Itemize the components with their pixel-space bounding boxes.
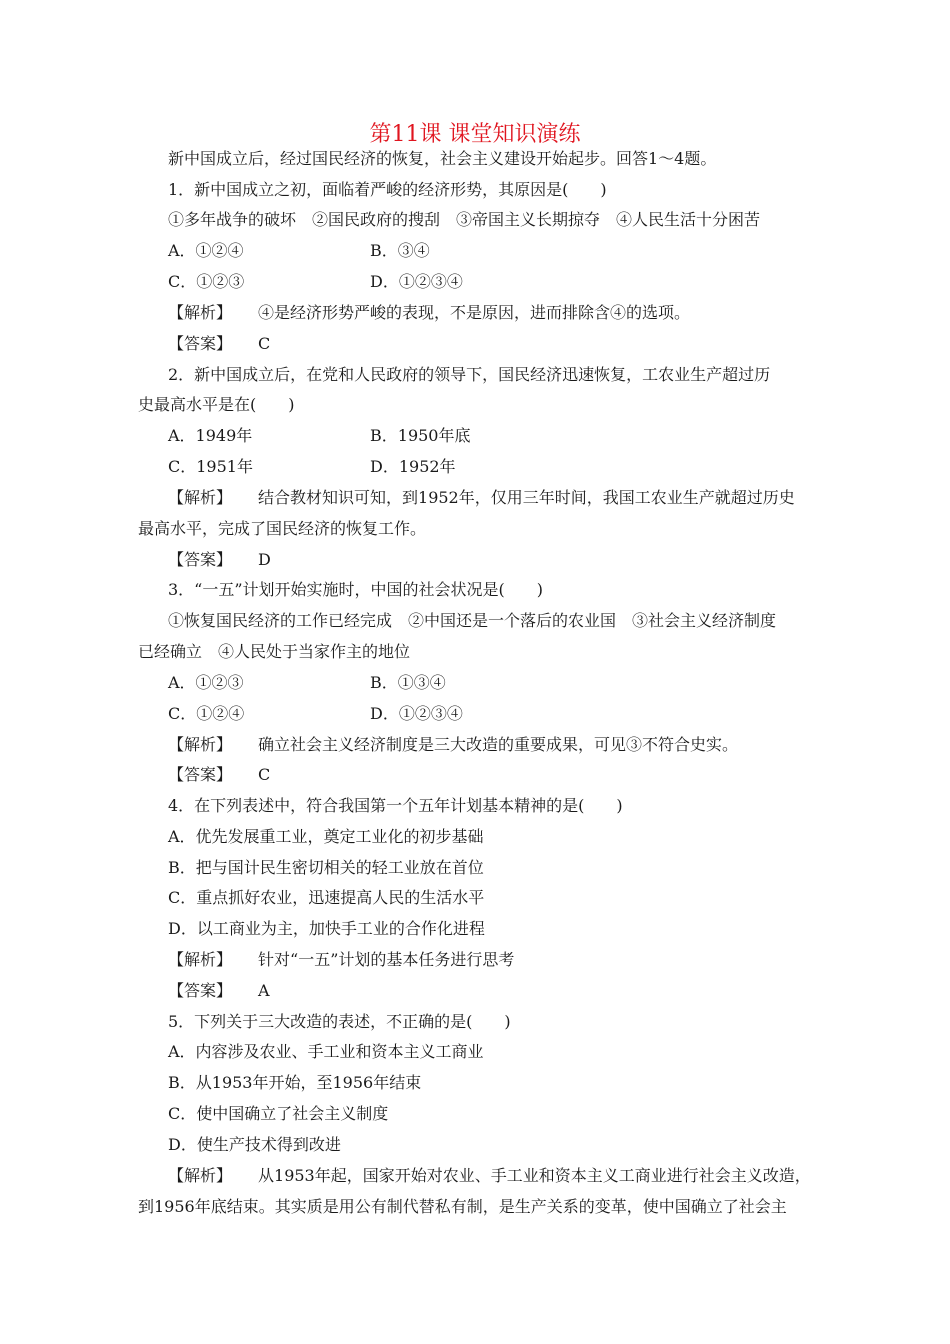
q5-analysis-text-2: 到1956年底结束。其实质是用公有制代替私有制，是生产关系的变革，使中国确立了社会主 — [138, 1197, 787, 1216]
q5-analysis — [168, 1165, 811, 1187]
q3-option-d: D．①②③④ — [370, 704, 463, 723]
analysis-label: 【解析】 — [168, 735, 233, 754]
analysis-label: 【解析】 — [168, 950, 233, 969]
q2-analysis — [168, 487, 795, 509]
q1-answer-value: C — [258, 334, 271, 353]
q3-analysis — [168, 734, 738, 756]
q5-stem: 5．下列关于三大改造的表述，不正确的是( ) — [168, 1012, 511, 1031]
q2-stem-line1: 2．新中国成立后，在党和人民政府的领导下，国民经济迅速恢复，工农业生产超过历 — [168, 365, 771, 384]
analysis-label: 【解析】 — [168, 1166, 233, 1185]
q2-analysis-text-2: 最高水平，完成了国民经济的恢复工作。 — [138, 519, 427, 538]
q3-option-a: A．①②③ — [168, 673, 244, 692]
q4-answer — [168, 980, 270, 1002]
q3-items-line2: 已经确立 ④人民处于当家作主的地位 — [138, 642, 411, 661]
analysis-label: 【解析】 — [168, 488, 233, 507]
q3-answer — [168, 764, 270, 786]
q3-answer-value: C — [258, 765, 271, 784]
q1-answer — [168, 333, 270, 355]
q5-option-c: C．使中国确立了社会主义制度 — [168, 1104, 389, 1123]
q4-option-c: C．重点抓好农业，迅速提高人民的生活水平 — [168, 888, 485, 907]
q3-analysis-text: 确立社会主义经济制度是三大改造的重要成果，可见③不符合史实。 — [258, 735, 739, 754]
q3-items-line1: ①恢复国民经济的工作已经完成 ②中国还是一个落后的农业国 ③社会主义经济制度 — [168, 611, 777, 630]
q4-option-a: A．优先发展重工业，奠定工业化的初步基础 — [168, 827, 484, 846]
q5-analysis-text-1: 从1953年起，国家开始对农业、手工业和资本主义工商业进行社会主义改造， — [258, 1166, 811, 1185]
q2-analysis-text-1: 结合教材知识可知，到1952年，仅用三年时间，我国工农业生产就超过历史 — [258, 488, 795, 507]
q4-option-b: B．把与国计民生密切相关的轻工业放在首位 — [168, 858, 484, 877]
q3-option-b: B．①③④ — [370, 673, 446, 692]
q3-stem: 3．“一五”计划开始实施时，中国的社会状况是( ) — [168, 580, 544, 599]
q2-option-a: A．1949年 — [168, 426, 253, 445]
q2-option-d: D．1952年 — [370, 457, 456, 476]
q1-option-b: B．③④ — [370, 241, 430, 260]
q2-stem-line2: 史最高水平是在( ) — [138, 395, 295, 414]
page-title: 第11课 课堂知识演练 — [369, 122, 581, 147]
q4-option-d: D．以工商业为主，加快手工业的合作化进程 — [168, 919, 485, 938]
answer-label: 【答案】 — [168, 981, 233, 1000]
q4-answer-value: A — [258, 981, 270, 1000]
q1-stem: 1．新中国成立之初，面临着严峻的经济形势，其原因是( ) — [168, 180, 607, 199]
q4-analysis-text: 针对“一五”计划的基本任务进行思考 — [258, 950, 515, 969]
q5-option-a: A．内容涉及农业、手工业和资本主义工商业 — [168, 1042, 484, 1061]
q2-answer-value: D — [258, 550, 271, 569]
answer-label: 【答案】 — [168, 334, 233, 353]
answer-label: 【答案】 — [168, 550, 233, 569]
q4-analysis — [168, 949, 514, 971]
q3-option-c: C．①②④ — [168, 704, 245, 723]
q1-option-a: A．①②④ — [168, 241, 244, 260]
q1-analysis — [168, 302, 690, 324]
q2-option-b: B．1950年底 — [370, 426, 471, 445]
answer-label: 【答案】 — [168, 765, 233, 784]
analysis-label: 【解析】 — [168, 303, 233, 322]
q1-items: ①多年战争的破坏 ②国民政府的搜刮 ③帝国主义长期掠夺 ④人民生活十分困苦 — [168, 210, 761, 229]
q2-answer — [168, 549, 271, 571]
q1-option-d: D．①②③④ — [370, 272, 463, 291]
q1-option-c: C．①②③ — [168, 272, 245, 291]
q2-option-c: C．1951年 — [168, 457, 253, 476]
q1-analysis-text: ④是经济形势严峻的表现，不是原因，进而排除含④的选项。 — [258, 303, 691, 322]
q4-stem: 4．在下列表述中，符合我国第一个五年计划基本精神的是( ) — [168, 796, 623, 815]
q5-option-d: D．使生产技术得到改进 — [168, 1135, 341, 1154]
q5-option-b: B．从1953年开始，至1956年结束 — [168, 1073, 422, 1092]
intro-text: 新中国成立后，经过国民经济的恢复，社会主义建设开始起步。回答1～4题。 — [168, 149, 717, 168]
